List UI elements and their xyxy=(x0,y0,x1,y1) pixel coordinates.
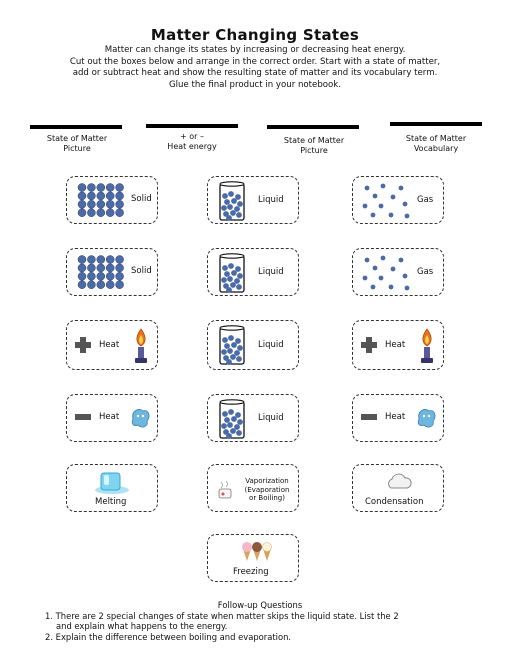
card-label: Gas xyxy=(417,195,434,205)
melting-ice-icon xyxy=(93,469,131,495)
card-remove-heat[interactable] xyxy=(352,394,444,442)
cloud-icon xyxy=(385,471,413,491)
card-liquid[interactable] xyxy=(207,248,299,296)
card-melting[interactable] xyxy=(66,464,158,512)
minus-icon xyxy=(361,413,377,421)
intro-text xyxy=(30,45,480,91)
column-line xyxy=(390,122,482,126)
card-gas[interactable] xyxy=(352,248,444,296)
ice-cream-icon xyxy=(238,539,272,563)
torch-flame-icon xyxy=(131,327,151,365)
card-liquid[interactable] xyxy=(207,394,299,442)
beaker-liquid-icon xyxy=(217,252,247,294)
card-label: Heat xyxy=(99,412,120,422)
followup-question: and explain what happens to the energy. xyxy=(56,621,228,632)
column-label-line: Vocabulary xyxy=(413,144,459,153)
column-line xyxy=(267,125,359,129)
beaker-liquid-icon xyxy=(217,398,247,440)
gas-particles-icon xyxy=(361,182,413,220)
beaker-liquid-icon xyxy=(217,324,247,366)
column-label-4 xyxy=(381,134,491,154)
card-freezing[interactable] xyxy=(207,534,299,582)
card-label: Liquid xyxy=(258,340,284,350)
card-label: or Boiling) xyxy=(249,494,285,502)
column-line xyxy=(146,124,238,128)
intro-line: Cut out the boxes below and arrange in the correct order. Start with a state of matter, xyxy=(69,56,441,67)
card-label: (Evaporation xyxy=(244,485,290,494)
card-label: Condensation xyxy=(365,497,424,507)
followup-section xyxy=(40,600,480,642)
column-label-line: State of Matter xyxy=(405,134,467,143)
card-liquid[interactable] xyxy=(207,320,299,370)
card-solid[interactable] xyxy=(66,176,158,224)
solid-particles-icon xyxy=(77,255,125,289)
card-label: Vaporization xyxy=(245,477,289,485)
plus-icon xyxy=(361,337,377,353)
column-label-line: State of Matter xyxy=(46,134,108,143)
gas-particles-icon xyxy=(361,254,413,292)
vaporization-label xyxy=(236,477,298,503)
followup-question: 2. Explain the difference between boiling and evaporation. xyxy=(45,631,292,642)
column-label-line: Heat energy xyxy=(167,142,217,151)
ice-cold-icon xyxy=(415,405,437,431)
minus-icon xyxy=(75,413,91,421)
page-title: Matter Changing States xyxy=(150,26,360,44)
card-condensation[interactable] xyxy=(352,464,444,512)
intro-line: Glue the final product in your notebook. xyxy=(168,79,342,90)
followup-question: 1. There are 2 special changes of state when matter skips the liquid state. List the 2 xyxy=(45,610,399,621)
column-label-line: Picture xyxy=(300,146,328,155)
card-label: Freezing xyxy=(233,567,269,577)
column-label-line: + or – xyxy=(180,132,204,141)
card-vaporization[interactable] xyxy=(207,464,299,512)
card-add-heat[interactable] xyxy=(352,320,444,370)
card-label: Heat xyxy=(385,340,406,350)
solid-particles-icon xyxy=(77,183,125,217)
column-line xyxy=(30,125,122,129)
card-label: Heat xyxy=(385,412,406,422)
card-label: Heat xyxy=(99,340,120,350)
card-label: Melting xyxy=(95,497,127,507)
followup-heading: Follow-up Questions xyxy=(217,600,303,610)
intro-line: Matter can change its states by increasing or decreasing heat energy. xyxy=(104,45,406,55)
card-label: Solid xyxy=(131,266,152,276)
beaker-liquid-icon xyxy=(217,180,247,222)
card-add-heat[interactable] xyxy=(66,320,158,370)
column-label-3 xyxy=(259,136,369,156)
card-label: Solid xyxy=(131,194,152,204)
card-remove-heat[interactable] xyxy=(66,394,158,442)
card-gas[interactable] xyxy=(352,176,444,224)
card-label: Liquid xyxy=(258,413,284,423)
torch-flame-icon xyxy=(417,327,437,365)
column-label-line: State of Matter xyxy=(283,136,345,145)
column-label-1 xyxy=(22,134,132,154)
card-label: Liquid xyxy=(258,267,284,277)
ice-cold-icon xyxy=(129,405,151,431)
card-label: Liquid xyxy=(258,195,284,205)
plus-icon xyxy=(75,337,91,353)
card-label: Gas xyxy=(417,267,434,277)
column-label-2 xyxy=(137,132,247,152)
intro-line: add or subtract heat and show the resulting state of matter and its vocabulary term. xyxy=(72,68,438,79)
steam-kettle-icon xyxy=(214,479,236,501)
column-label-line: Picture xyxy=(63,144,91,153)
card-solid[interactable] xyxy=(66,248,158,296)
card-liquid[interactable] xyxy=(207,176,299,224)
